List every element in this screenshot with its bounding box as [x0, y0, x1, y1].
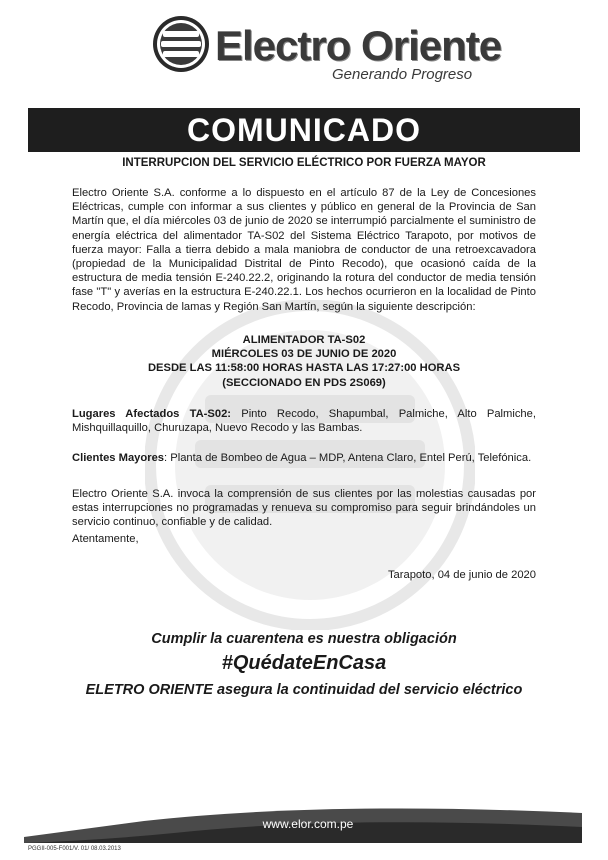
slogan-quarantine: Cumplir la cuarentena es nuestra obligación — [151, 631, 457, 647]
intro-paragraph: Electro Oriente S.A. conforme a lo dispuesto en el artículo 87 de la Ley de Concesiones Eléctricas, cumple con informar a sus clientes y público en general de la Provincia de San Martín que, el día miércoles 03 de junio de 2020 se interrumpió parcialmente el suministro de energía eléctrica del alimentador TA-S02 del Sistema Eléctrico Tarapoto, por motivos de fuerza mayor: Falla a tierra debido a mala maniobra de conductor de una retroexcavadora (propiedad de la Municipalidad Distrital de Pinto Recodo), que ocasionó caída de la estructura de media tensión E-240.22.2, originando la rotura del conductor de media tensión fase "T" y averías en la estructura E-240.22.1. Los hechos ocurrieron en la localidad de Pinto Recodo, Provincia de lamas y Región San Martín, según la siguiente descripción: — [72, 187, 536, 313]
detail-line: (SECCIONADO EN PDS 2S069) — [222, 376, 386, 389]
slogan-hashtag: #QuédateEnCasa — [221, 652, 387, 674]
brand-name: Electro Oriente — [215, 22, 502, 69]
affected-places-text: Pinto Recodo, Shapumbal, Palmiche, Alto Palmiche, Mishquillaquillo, Churuzapa, Nuevo Recodo y las Bambas. — [72, 408, 536, 435]
detail-line: ALIMENTADOR TA-S02 — [242, 334, 366, 346]
brand-tagline: Generando Progreso — [332, 66, 473, 83]
banner-title: COMUNICADO — [187, 112, 421, 148]
footer-website-link[interactable]: www.elor.com.pe — [262, 817, 354, 831]
detail-line: MIÉRCOLES 03 DE JUNIO DE 2020 — [211, 348, 397, 361]
form-code: PGGII-005-F001/V. 01/ 08.03.2013 — [28, 846, 121, 852]
detail-line: DESDE LAS 11:58:00 HORAS HASTA LAS 17:27:00 HORAS — [147, 362, 461, 375]
major-clients-paragraph — [72, 451, 536, 465]
major-clients-text: : Planta de Bombeo de Agua – MDP, Antena Claro, Entel Perú, Telefónica. — [164, 452, 532, 464]
outage-detail-block — [72, 333, 536, 390]
closing-paragraph: Electro Oriente S.A. invoca la comprensión de sus clientes por las molestias causadas por estas interrupciones no programadas y renueva su compromiso para seguir brindándoles un servicio continuo, confiable y de calidad. — [72, 488, 536, 529]
company-logo-icon — [150, 14, 212, 74]
affected-places-paragraph — [72, 407, 536, 435]
document-subheading: INTERRUPCION DEL SERVICIO ELÉCTRICO POR FUERZA MAYOR — [122, 157, 486, 169]
affected-places-label: Lugares Afectados TA-S02: — [72, 408, 232, 420]
sign-off: Atentamente, — [72, 533, 139, 545]
major-clients-label: Clientes Mayores — [72, 452, 165, 464]
date-line: Tarapoto, 04 de junio de 2020 — [387, 569, 536, 581]
slogan-continuity: ELETRO ORIENTE asegura la continuidad del servicio eléctrico — [85, 682, 523, 698]
